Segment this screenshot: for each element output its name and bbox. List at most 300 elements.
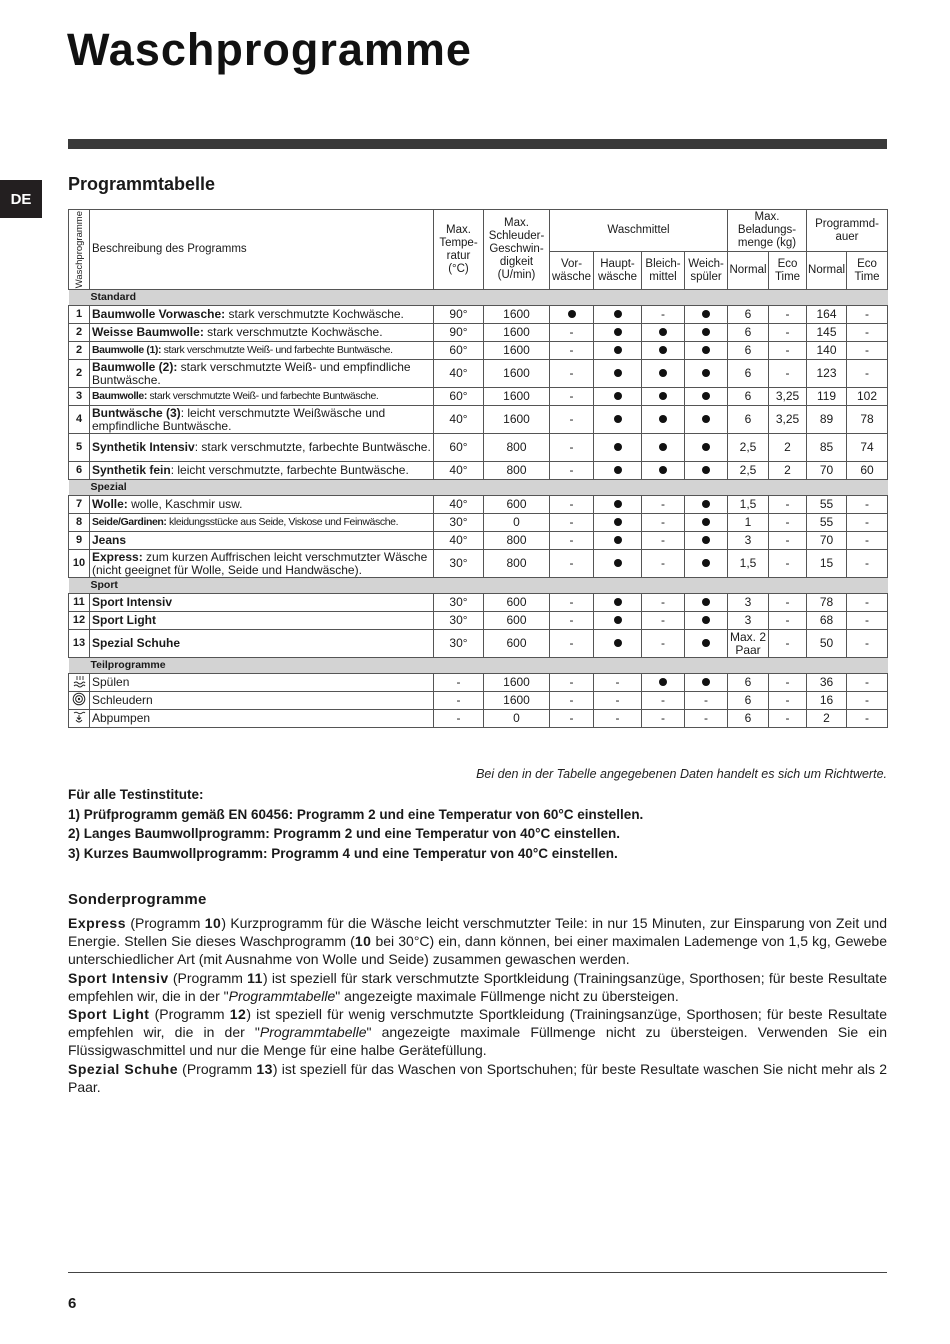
cell-weich: [685, 532, 728, 550]
cell-dur_n: 2: [807, 710, 847, 728]
dot-mark: [702, 559, 710, 567]
table-row: [69, 342, 888, 360]
cell-temp: 40°: [434, 462, 484, 480]
header-max-temp: Max. Tempe- ratur (°C): [434, 210, 484, 290]
cell-vor: -: [550, 612, 594, 630]
cell-load_n: 6: [728, 674, 769, 692]
cell-bleich: [642, 360, 685, 388]
program-number: 7: [69, 496, 90, 514]
cell-dur_e: 78: [847, 406, 888, 434]
program-name: Sport Intensiv: [92, 595, 173, 609]
dot-mark: [614, 536, 622, 544]
program-detail: stark verschmutzte Kochwäsche.: [203, 325, 383, 339]
program-name: Baumwolle (1):: [92, 344, 162, 356]
dot-mark: [659, 466, 667, 474]
dot-mark: [659, 443, 667, 451]
cell-dur_e: -: [847, 514, 888, 532]
program-description: [90, 594, 434, 612]
cell-dur_e: -: [847, 306, 888, 324]
cell-dur_n: 85: [807, 434, 847, 462]
dot-mark: [702, 616, 710, 624]
program-number: 13: [69, 630, 90, 658]
cell-weich: -: [685, 692, 728, 710]
program-number: 2: [69, 324, 90, 342]
table-row: [69, 406, 888, 434]
cell-haupt: -: [594, 692, 642, 710]
cell-temp: 30°: [434, 594, 484, 612]
program-name: Express:: [92, 549, 143, 564]
program-description: [90, 306, 434, 324]
cell-temp: 40°: [434, 360, 484, 388]
program-table: [68, 209, 888, 728]
light-text: ) ist speziell für wenig verschmutzte Sportkleidung (Trainingsanzüge, Sporthosen; für beste Resultate empfehlen wir, die in der ": [68, 1006, 887, 1041]
dot-mark: [702, 500, 710, 508]
program-name: Baumwolle Vorwasche:: [92, 307, 226, 321]
dot-mark: [702, 598, 710, 606]
cell-spin: 800: [484, 434, 550, 462]
cell-bleich: -: [642, 532, 685, 550]
test-item-2: 2) Langes Baumwollprogramm: Programm 2 und eine Temperatur von 40°C einstellen.: [68, 826, 621, 841]
dot-mark: [614, 415, 622, 423]
dot-mark: [702, 466, 710, 474]
dot-mark: [614, 616, 622, 624]
cell-load_e: -: [769, 514, 807, 532]
cell-spin: 1600: [484, 306, 550, 324]
cell-temp: 40°: [434, 532, 484, 550]
dot-mark: [702, 678, 710, 686]
cell-load_n: 6: [728, 360, 769, 388]
program-description: [90, 674, 434, 692]
cell-load_n: 6: [728, 406, 769, 434]
cell-dur_n: 164: [807, 306, 847, 324]
section-teil: Teilprogramme: [69, 658, 888, 674]
cell-dur_e: -: [847, 532, 888, 550]
table-row: [69, 692, 888, 710]
dot-mark: [659, 346, 667, 354]
program-description: [90, 550, 434, 578]
table-row: [69, 674, 888, 692]
dot-mark: [614, 443, 622, 451]
cell-load_n: 2,5: [728, 434, 769, 462]
table-row: [69, 496, 888, 514]
cell-haupt: [594, 306, 642, 324]
intensiv-open: (Programm: [168, 969, 248, 986]
program-number: 4: [69, 406, 90, 434]
cell-vor: [550, 306, 594, 324]
cell-vor: -: [550, 406, 594, 434]
dot-mark: [568, 310, 576, 318]
cell-dur_e: -: [847, 342, 888, 360]
cell-temp: 40°: [434, 406, 484, 434]
program-detail: Schleudern: [92, 693, 153, 707]
cell-vor: -: [550, 462, 594, 480]
cell-weich: [685, 594, 728, 612]
dot-mark: [702, 310, 710, 318]
cell-temp: 40°: [434, 496, 484, 514]
table-row: [69, 514, 888, 532]
cell-load_e: -: [769, 710, 807, 728]
cell-dur_n: 70: [807, 532, 847, 550]
cell-load_n: 6: [728, 692, 769, 710]
cell-spin: 800: [484, 550, 550, 578]
cell-bleich: -: [642, 496, 685, 514]
cell-load_e: -: [769, 532, 807, 550]
cell-load_n: 6: [728, 306, 769, 324]
header-description: Beschreibung des Programms: [90, 210, 434, 290]
cell-vor: -: [550, 514, 594, 532]
cell-bleich: -: [642, 550, 685, 578]
cell-haupt: [594, 462, 642, 480]
dot-mark: [614, 369, 622, 377]
header-max-load: Max. Beladungs- menge (kg): [728, 210, 807, 252]
cell-dur_n: 78: [807, 594, 847, 612]
cell-bleich: [642, 388, 685, 406]
cell-spin: 1600: [484, 388, 550, 406]
cell-temp: 90°: [434, 324, 484, 342]
cell-haupt: [594, 612, 642, 630]
dot-mark: [659, 678, 667, 686]
cell-haupt: [594, 388, 642, 406]
cell-weich: [685, 496, 728, 514]
dot-mark: [702, 443, 710, 451]
header-duration: Programmd- auer: [807, 210, 888, 252]
cell-bleich: -: [642, 710, 685, 728]
table-row: [69, 324, 888, 342]
cell-load_n: 6: [728, 342, 769, 360]
cell-haupt: -: [594, 710, 642, 728]
program-number: 9: [69, 532, 90, 550]
cell-dur_n: 119: [807, 388, 847, 406]
table-row: [69, 710, 888, 728]
dot-mark: [659, 392, 667, 400]
program-name: Seide/Gardinen:: [92, 516, 167, 528]
cell-spin: 1600: [484, 342, 550, 360]
section-spezial: Spezial: [69, 480, 888, 496]
cell-weich: [685, 462, 728, 480]
header-load-normal: Normal: [728, 252, 769, 290]
program-number: 2: [69, 360, 90, 388]
schuhe-text: ) ist speziell für das Waschen von Sportschuhen; für beste Resultate waschen Sie nicht mehr als 2 Paar.: [68, 1060, 887, 1095]
cell-dur_n: 68: [807, 612, 847, 630]
program-name: Synthetik fein: [92, 463, 171, 477]
table-row: [69, 630, 888, 658]
header-prewash: Vor- wäsche: [550, 252, 594, 290]
cell-dur_n: 70: [807, 462, 847, 480]
cell-vor: -: [550, 674, 594, 692]
cell-spin: 600: [484, 594, 550, 612]
program-number: 6: [69, 462, 90, 480]
cell-weich: [685, 406, 728, 434]
program-description: [90, 434, 434, 462]
express-num: 10: [204, 915, 222, 931]
dot-mark: [702, 639, 710, 647]
sonder-title: Sonderprogramme: [68, 891, 207, 908]
cell-vor: -: [550, 434, 594, 462]
cell-dur_e: 60: [847, 462, 888, 480]
program-description: [90, 612, 434, 630]
dot-mark: [614, 392, 622, 400]
program-detail: wolle, Kaschmir usw.: [127, 497, 243, 511]
program-description: [90, 388, 434, 406]
dot-mark: [614, 328, 622, 336]
cell-dur_n: 145: [807, 324, 847, 342]
test-title: Für alle Testinstitute:: [68, 787, 204, 802]
cell-load_n: 6: [728, 324, 769, 342]
table-row: [69, 532, 888, 550]
cell-load_e: -: [769, 360, 807, 388]
intensiv-text2: " angezeigte maximale Füllmenge nicht zu übersteigen.: [335, 987, 679, 1004]
cell-spin: 600: [484, 496, 550, 514]
cell-haupt: [594, 434, 642, 462]
cell-vor: -: [550, 692, 594, 710]
title-rule: [68, 139, 887, 149]
program-description: [90, 692, 434, 710]
light-open: (Programm: [149, 1006, 230, 1023]
cell-bleich: [642, 674, 685, 692]
cell-vor: -: [550, 324, 594, 342]
cell-haupt: [594, 496, 642, 514]
sonder-body: [68, 914, 887, 1096]
table-row: [69, 306, 888, 324]
cell-load_n: 1,5: [728, 550, 769, 578]
express-paragraph: [68, 914, 887, 969]
cell-spin: 1600: [484, 324, 550, 342]
program-detail: zum kurzen Auffrischen leicht verschmutzter Wäsche (nicht geeignet für Wolle, Seide und Handwäsche).: [92, 549, 428, 577]
cell-bleich: [642, 342, 685, 360]
cell-dur_e: -: [847, 360, 888, 388]
cell-vor: -: [550, 342, 594, 360]
program-description: [90, 710, 434, 728]
cell-weich: [685, 342, 728, 360]
dot-mark: [702, 415, 710, 423]
intensiv-name: Sport Intensiv: [68, 969, 169, 986]
cell-spin: 800: [484, 532, 550, 550]
cell-vor: -: [550, 496, 594, 514]
program-name: Baumwolle:: [92, 390, 147, 402]
cell-load_e: -: [769, 692, 807, 710]
cell-weich: [685, 388, 728, 406]
cell-bleich: [642, 462, 685, 480]
cell-temp: -: [434, 710, 484, 728]
program-name: Buntwäsche (3): [92, 405, 181, 420]
program-number: 12: [69, 612, 90, 630]
rinse-icon: [69, 674, 90, 692]
cell-dur_e: -: [847, 692, 888, 710]
cell-vor: -: [550, 388, 594, 406]
program-number: 10: [69, 550, 90, 578]
program-detail: stark verschmutzte Weiß- und farbechte Buntwäsche.: [146, 390, 379, 402]
cell-vor: -: [550, 360, 594, 388]
cell-load_n: 1: [728, 514, 769, 532]
light-num: 12: [229, 1006, 247, 1023]
cell-dur_e: -: [847, 710, 888, 728]
cell-vor: -: [550, 710, 594, 728]
dot-mark: [614, 559, 622, 567]
header-load-eco: Eco Time: [769, 252, 807, 290]
cell-haupt: [594, 406, 642, 434]
cell-spin: 600: [484, 630, 550, 658]
program-name: Jeans: [92, 533, 127, 547]
cell-load_e: -: [769, 496, 807, 514]
dot-mark: [659, 369, 667, 377]
cell-spin: 0: [484, 514, 550, 532]
program-name: Synthetik Intensiv: [92, 440, 195, 454]
guide-values-note: Bei den in der Tabelle angegebenen Daten handelt es sich um Richtwerte.: [476, 767, 887, 781]
program-name: Spezial Schuhe: [92, 636, 181, 650]
cell-spin: 800: [484, 462, 550, 480]
cell-load_e: -: [769, 612, 807, 630]
cell-bleich: -: [642, 514, 685, 532]
cell-bleich: -: [642, 594, 685, 612]
cell-temp: 30°: [434, 612, 484, 630]
cell-load_e: 3,25: [769, 406, 807, 434]
cell-temp: 60°: [434, 342, 484, 360]
cell-dur_e: -: [847, 550, 888, 578]
cell-haupt: [594, 630, 642, 658]
cell-bleich: -: [642, 692, 685, 710]
intensiv-num: 11: [247, 969, 263, 986]
program-number: 2: [69, 342, 90, 360]
express-num2: 10: [354, 933, 372, 950]
cell-load_e: -: [769, 342, 807, 360]
cell-weich: [685, 514, 728, 532]
header-mainwash: Haupt- wäsche: [594, 252, 642, 290]
cell-bleich: -: [642, 630, 685, 658]
dot-mark: [614, 598, 622, 606]
cell-dur_e: 102: [847, 388, 888, 406]
header-max-spin: Max. Schleuder- Geschwin- digkeit (U/min): [484, 210, 550, 290]
header-detergent: Waschmittel: [550, 210, 728, 252]
cell-dur_e: -: [847, 630, 888, 658]
intensiv-italic: Programmtabelle: [228, 987, 336, 1004]
cell-dur_n: 15: [807, 550, 847, 578]
cell-spin: 0: [484, 710, 550, 728]
schuhe-name: Spezial Schuhe: [68, 1060, 178, 1077]
express-text2: bei 30°C) ein, dann können, bei einer maximalen Lademenge von 1,5 kg, Gewebe unterschiedlicher Art (mit Ausnahme von Wolle und Seide) zusammen gewaschen werden.: [68, 933, 887, 968]
dot-mark: [702, 328, 710, 336]
cell-haupt: [594, 324, 642, 342]
cell-load_e: -: [769, 630, 807, 658]
program-name: Weisse Baumwolle:: [92, 325, 204, 339]
dot-mark: [614, 310, 622, 318]
cell-dur_n: 55: [807, 514, 847, 532]
cell-weich: [685, 674, 728, 692]
cell-bleich: -: [642, 612, 685, 630]
cell-weich: [685, 306, 728, 324]
cell-weich: [685, 550, 728, 578]
cell-dur_e: -: [847, 324, 888, 342]
cell-temp: -: [434, 674, 484, 692]
program-number: 8: [69, 514, 90, 532]
program-detail: stark verschmutzte Weiß- und farbechte Buntwäsche.: [161, 344, 393, 356]
cell-spin: 1600: [484, 360, 550, 388]
cell-spin: 1600: [484, 692, 550, 710]
dot-mark: [614, 500, 622, 508]
cell-load_n: 2,5: [728, 462, 769, 480]
cell-dur_e: -: [847, 594, 888, 612]
program-number: 11: [69, 594, 90, 612]
dot-mark: [702, 346, 710, 354]
language-tab: DE: [0, 180, 42, 218]
cell-spin: 600: [484, 612, 550, 630]
cell-weich: [685, 434, 728, 462]
dot-mark: [614, 466, 622, 474]
cell-temp: 30°: [434, 630, 484, 658]
table-row: [69, 388, 888, 406]
dot-mark: [702, 392, 710, 400]
dot-mark: [702, 518, 710, 526]
cell-dur_e: -: [847, 674, 888, 692]
schuhe-num: 13: [256, 1060, 273, 1077]
page-title: Waschprogramme: [67, 24, 472, 75]
cell-temp: 60°: [434, 388, 484, 406]
dot-mark: [659, 415, 667, 423]
program-detail: stark verschmutzte Kochwäsche.: [225, 307, 404, 321]
dot-mark: [702, 369, 710, 377]
cell-spin: 1600: [484, 406, 550, 434]
test-institutes-block: [68, 785, 643, 863]
cell-temp: 30°: [434, 550, 484, 578]
program-description: [90, 462, 434, 480]
cell-temp: 60°: [434, 434, 484, 462]
program-detail: : stark verschmutzte, farbechte Buntwäsche.: [194, 440, 431, 454]
program-name: Wolle:: [92, 497, 128, 511]
cell-load_n: 6: [728, 710, 769, 728]
cell-haupt: [594, 550, 642, 578]
cell-haupt: [594, 342, 642, 360]
table-row: [69, 550, 888, 578]
spin-icon: [69, 692, 90, 710]
cell-load_e: -: [769, 674, 807, 692]
dot-mark: [614, 346, 622, 354]
cell-load_n: 3: [728, 532, 769, 550]
program-number: 1: [69, 306, 90, 324]
light-paragraph: [68, 1005, 887, 1060]
schuhe-paragraph: [68, 1060, 887, 1096]
cell-dur_n: 140: [807, 342, 847, 360]
cell-load_n: Max. 2 Paar: [728, 630, 769, 658]
header-programs: Waschprogramme: [69, 210, 90, 290]
cell-load_e: -: [769, 594, 807, 612]
table-row: [69, 434, 888, 462]
cell-load_e: -: [769, 324, 807, 342]
cell-weich: [685, 612, 728, 630]
cell-load_e: 3,25: [769, 388, 807, 406]
light-text2: " angezeigte maximale Füllmenge nicht zu übersteigen. Verwenden Sie ein Flüssigwaschmittel und nur die Menge für eine halbe Gerätefüllung.: [68, 1024, 887, 1059]
cell-bleich: [642, 434, 685, 462]
cell-haupt: [594, 360, 642, 388]
cell-weich: [685, 360, 728, 388]
cell-dur_n: 36: [807, 674, 847, 692]
express-name: Express: [68, 915, 126, 931]
table-row: [69, 594, 888, 612]
program-description: [90, 532, 434, 550]
cell-haupt: [594, 532, 642, 550]
cell-load_n: 3: [728, 594, 769, 612]
cell-vor: -: [550, 630, 594, 658]
test-item-1: 1) Prüfprogramm gemäß EN 60456: Programm 2 und eine Temperatur von 60°C einstellen.: [68, 806, 644, 822]
dot-mark: [702, 536, 710, 544]
section-standard: Standard: [69, 290, 888, 306]
program-description: [90, 342, 434, 360]
test-item-3: 3) Kurzes Baumwollprogramm: Programm 4 und eine Temperatur von 40°C einstellen.: [68, 845, 618, 861]
light-italic: Programmtabelle: [259, 1024, 367, 1041]
cell-load_n: 6: [728, 388, 769, 406]
cell-dur_e: -: [847, 612, 888, 630]
program-description: [90, 514, 434, 532]
table-row: [69, 462, 888, 480]
express-text: ) Kurzprogramm für die Wäsche leicht verschmutzter Teile: in nur 15 Minuten, zur Einsparung von Zeit und Energie. Stellen Sie dieses Waschprogramm (: [68, 915, 887, 950]
